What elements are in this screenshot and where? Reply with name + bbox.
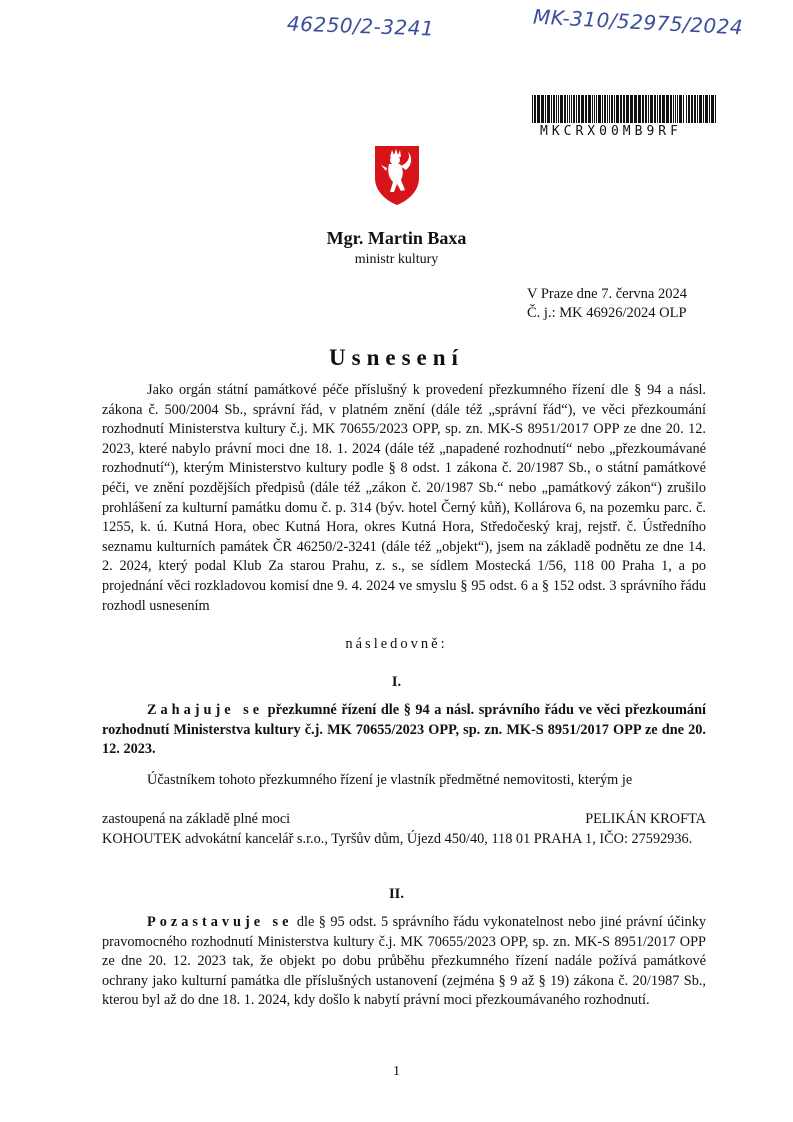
document-date: V Praze dne 7. června 2024 — [527, 286, 687, 302]
representative-details: KOHOUTEK advokátní kancelář s.r.o., Tyršův dům, Újezd 450/40, 118 01 PRAHA 1, IČO: 27592936. — [102, 830, 693, 847]
nasledovne-label: následovně: — [345, 636, 448, 652]
intro-paragraph: Jako orgán státní památkové péče příslušný k provedení přezkumného řízení dle § 94 a násl. zákona č. 500/2004 Sb., správní řád, v platném znění (dále též „správní řád“), ve věci přezkoumání rozhodnutí Ministerstva kultury č.j. MK 70655/2023 OPP, sp. zn. MK-S 8951/2017 OPP ze dne 20. 12. 2023, které nabylo právní moci dne 18. 1. 2024 (dále též „napadené rozhodnutí“ nebo „přezkoumávané rozhodnutí“), kterým Ministerstvo kultury podle § 8 odst. 1 zákona č. 20/1987 Sb., o státní památkové péči, ve znění pozdějších předpisů (dále též „zákon č. 20/1987 Sb.“ nebo „památkový zákon“) zrušilo prohlášení za kulturní památku domu č. p. 314 (býv. hotel Černý kůň), Kollárova 6, na pozemku parc. č. 1255, k. ú. Kutná Hora, obec Kutná Hora, okres Kutná Hora, Středočeský kraj, rejstř. č. Ústředního seznamu kulturních památek ČR 46250/2-3241 (dále též „objekt“), jsem na základě podnětu ze dne 14. 2. 2024, který podal Klub Za starou Prahu, z. s., se sídlem Mostecká 1/56, 118 00 Praha 1, a po projednání věci rozkladovou komisí dne 9. 4. 2024 ve smyslu § 95 odst. 6 a § 152 odst. 3 správního řádu rozhodl usnesením — [102, 382, 706, 614]
section-two-text: dle § 95 odst. 5 správního řádu vykonatelnost nebo jiné právní účinky pravomocného rozhodnutí Ministerstva kultury č.j. MK 70655/2023 OPP, sp. zn. MK-S 8951/2017 OPP ze dne 20. 12. 2023 tak, že objekt po dobu průběhu přezkumného řízení nadále požívá památkové ochrany jako kulturní památka dle příslušných ustanovení (zejména § 9 až § 19) zákona č. 20/1987 Sb., kterou byl až do dne 18. 1. 2024, kdy došlo k nabytí právní moci přezkoumávaného rozhodnutí. — [102, 914, 706, 1009]
reference-number: Č. j.: MK 46926/2024 OLP — [527, 305, 687, 321]
section-two-heading: II. — [389, 886, 404, 902]
barcode-code: MKCRX00MB9RF — [540, 124, 682, 139]
section-one-decision — [102, 701, 706, 760]
page-number: 1 — [393, 1064, 400, 1079]
section-one-verb: Zahajuje se — [147, 702, 264, 718]
minister-role: ministr kultury — [354, 252, 439, 267]
minister-name: Mgr. Martin Baxa — [326, 228, 467, 248]
representative-prefix: zastoupená na základě plné moci — [102, 811, 291, 827]
representative-firm: PELIKÁN KROFTA — [585, 811, 706, 827]
section-two-verb: Pozastavuje se — [147, 914, 293, 930]
date-block — [527, 285, 687, 323]
participant-paragraph: Účastníkem tohoto přezkumného řízení je vlastník předmětné nemovitosti, kterým je — [147, 772, 633, 788]
section-two-decision — [102, 913, 706, 1011]
czech-lion-emblem-icon — [373, 144, 421, 206]
barcode-icon — [532, 95, 716, 123]
section-one-heading: I. — [391, 674, 402, 690]
handwritten-right-note: MK-310/52975/2024 — [532, 4, 744, 40]
section-one-text: přezkumné řízení dle § 94 a násl. správního řádu ve věci přezkoumání rozhodnutí Ministerstva kultury č.j. MK 70655/2023 OPP, sp. zn. MK-S 8951/2017 OPP ze dne 20. 12. 2023. — [102, 702, 706, 758]
handwritten-left-note: 46250/2-3241 — [286, 11, 435, 41]
representative-paragraph — [102, 810, 706, 849]
document-title: Usnesení — [329, 345, 464, 370]
representative-line — [102, 810, 706, 830]
